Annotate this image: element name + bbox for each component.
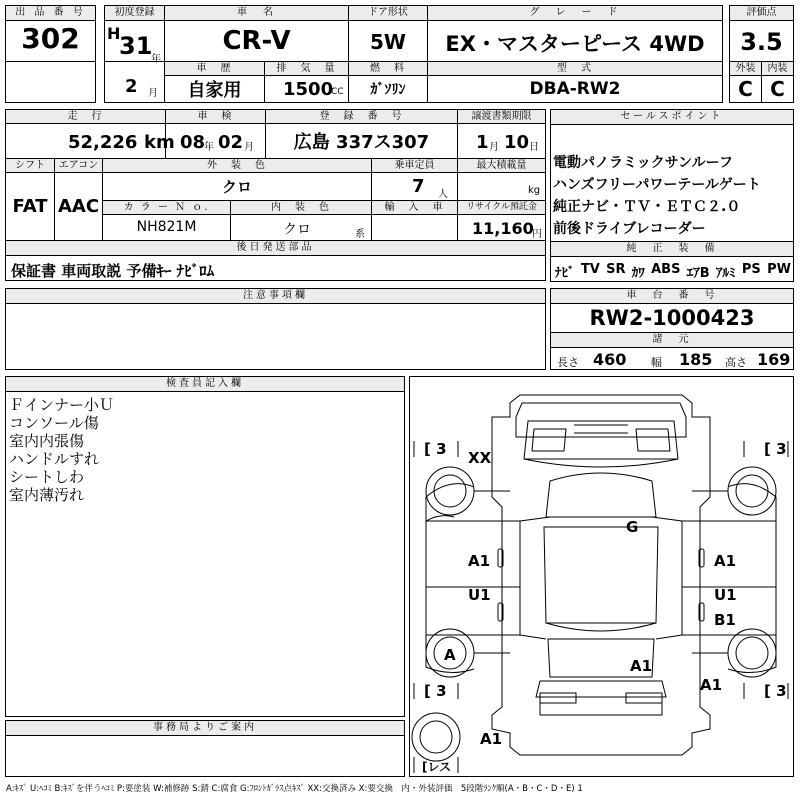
import-label: 輸 入 車 — [372, 201, 457, 215]
inspector-line: Ｆインナー小Ｕ — [9, 396, 115, 414]
damage-mark-a1-left-door: A1 — [468, 552, 491, 570]
history-value: 自家用 — [187, 79, 242, 101]
notes-box — [5, 288, 546, 370]
interior-grade-cell — [761, 61, 794, 103]
sales-point-item: ハンズフリーパワーテールゲート — [553, 177, 761, 193]
registration-month: 2 — [125, 76, 138, 97]
inspector-line: コンソール傷 — [9, 414, 99, 432]
aircon-cell — [54, 158, 103, 241]
plate-label: 登 録 番 号 — [266, 110, 457, 124]
sales-point-item: 前後ドライブレコーダー — [553, 221, 706, 237]
exterior-color-label: 外 装 色 — [103, 159, 371, 173]
exterior-grade-label: 外装 — [730, 62, 761, 76]
height-value: 169 — [757, 350, 791, 369]
model-name: CR-V — [222, 26, 291, 56]
history-cell — [164, 61, 265, 103]
tread-rear-left: [ 3 — [424, 682, 447, 700]
capacity-unit: 人 — [438, 189, 448, 200]
sales-point-item: 電動パノラミックサンルーフ — [553, 155, 733, 171]
inspection-year-unit: 年 — [204, 142, 214, 153]
chassis-label: 車 台 番 号 — [551, 289, 793, 304]
equipment-item: TV — [580, 262, 600, 277]
length-label: 長さ — [557, 356, 579, 369]
year-unit: 年 — [151, 54, 161, 65]
inspector-box — [5, 376, 405, 717]
transfer-label: 譲渡書類期限 — [458, 110, 545, 124]
type-cell — [427, 61, 723, 103]
exterior-color: クロ — [221, 177, 252, 196]
inspector-line: 室内内張傷 — [9, 432, 85, 450]
score-label: 評価点 — [730, 6, 793, 21]
spare-tire-status: [レス — [422, 760, 452, 774]
lot-number-box — [5, 5, 96, 62]
aircon-label: エアコン — [55, 159, 102, 173]
damage-mark-a1-rear-center: A1 — [630, 657, 653, 675]
interior-grade: C — [770, 76, 785, 101]
plate-value: 広島 337ス307 — [293, 131, 430, 153]
registration-year: 31 — [119, 32, 153, 60]
damage-mark-b1-right: B1 — [714, 611, 736, 629]
equipment-box — [550, 241, 794, 282]
color-no-label: カ ラ ー Ｎ ｏ. — [103, 201, 230, 215]
recycle-cell — [457, 200, 546, 241]
inspector-line: シートしわ — [9, 468, 85, 486]
type-value: DBA-RW2 — [529, 78, 621, 99]
exterior-grade: C — [738, 76, 753, 101]
interior-color-cell — [230, 200, 372, 241]
displacement-label: 排 気 量 — [265, 62, 348, 76]
inspection-month: 02 — [218, 132, 244, 153]
recycle-unit: 円 — [532, 229, 542, 240]
equipment-item: ｴｱB — [686, 266, 710, 281]
lot-number: 302 — [21, 22, 80, 55]
recycle-value: 11,160 — [472, 219, 534, 238]
displacement-cell — [264, 61, 349, 103]
sales-point-item: 純正ナビ・ＴＶ・ＥＴＣ２.０ — [553, 199, 741, 215]
specs-label: 諸 元 — [551, 333, 793, 348]
mileage-cell — [5, 109, 175, 159]
office-box — [5, 720, 405, 777]
inspection-month-unit: 月 — [244, 142, 254, 153]
height-label: 高さ — [725, 356, 747, 369]
exterior-color-cell — [102, 158, 372, 201]
tread-front-left: [ 3 — [424, 440, 447, 458]
model-label: 車 名 — [165, 6, 348, 21]
damage-mark-g: G — [626, 518, 639, 536]
doors-box — [348, 5, 428, 62]
color-no-cell — [102, 200, 231, 241]
first-registration-box — [104, 5, 165, 65]
mileage-unit: km — [144, 132, 175, 153]
color-no: NH821M — [136, 219, 197, 235]
interior-color: クロ — [283, 222, 311, 238]
chassis-number: RW2-1000423 — [589, 306, 755, 330]
lot-number-label: 出 品 番 号 — [6, 6, 95, 21]
notes-label: 注意事項欄 — [6, 289, 545, 304]
doors-value: 5W — [370, 30, 406, 54]
fuel-label: 燃 料 — [349, 62, 427, 76]
interior-color-label: 内 装 色 — [231, 201, 371, 215]
first-registration-label: 初度登録 — [105, 6, 164, 21]
month-unit: 月 — [148, 88, 158, 99]
equipment-item: ABS — [651, 262, 681, 277]
shift-value: FAT — [12, 195, 48, 217]
sales-points-box — [550, 109, 794, 242]
model-box — [164, 5, 349, 62]
capacity-cell — [371, 158, 458, 201]
load-cell — [457, 158, 546, 201]
fuel-value: ｶﾞｿﾘﾝ — [370, 81, 406, 98]
mileage-value: 52,226 — [68, 132, 138, 153]
damage-mark-a1-rear-bottom: A1 — [480, 730, 503, 748]
capacity-label: 乗車定員 — [372, 159, 457, 173]
damage-mark-a1-rear-right: A1 — [700, 676, 723, 694]
equipment-item: ﾅﾋﾞ — [555, 266, 575, 281]
shift-cell — [5, 158, 55, 241]
damage-mark-u1-left: U1 — [468, 586, 491, 604]
inspector-line: ハンドルすれ — [9, 450, 100, 468]
later-parts-value: 保証書 車両取説 予備ｷｰ ﾅﾋﾞﾛﾑ — [11, 262, 215, 280]
grade-value: EX・マスターピース 4WD — [445, 32, 705, 56]
equipment-item: SR — [606, 262, 626, 277]
car-diagram-box — [409, 376, 794, 777]
specs-box — [550, 332, 794, 370]
transfer-cell — [457, 109, 546, 159]
interior-grade-label: 内装 — [762, 62, 793, 76]
doors-label: ドア形状 — [349, 6, 427, 21]
fuel-cell — [348, 61, 428, 103]
office-label: 事務局よりご案内 — [6, 721, 404, 736]
equipment-list — [555, 262, 791, 281]
recycle-label: リサイクル預託金 — [458, 201, 545, 215]
chassis-box — [550, 288, 794, 333]
inspector-line: 室内薄汚れ — [9, 486, 85, 504]
equipment-label: 純 正 装 備 — [551, 242, 793, 257]
transfer-month-unit: 月 — [489, 142, 499, 153]
tread-rear-right: [ 3 — [764, 682, 787, 700]
car-outline-diagram — [410, 377, 793, 776]
inspection-label: 車 検 — [166, 110, 265, 124]
mileage-label: 走 行 — [6, 110, 165, 124]
damage-mark-xx: XX — [468, 449, 492, 467]
later-parts-box — [5, 240, 546, 281]
grade-label: グ レ ー ド — [428, 6, 722, 21]
history-label: 車 歴 — [165, 62, 264, 76]
displacement-unit: CC — [331, 87, 344, 97]
score-value: 3.5 — [740, 28, 783, 56]
lot-empty-box — [5, 61, 96, 103]
shift-label: シフト — [6, 159, 54, 173]
equipment-item: PS — [741, 262, 761, 277]
import-cell — [371, 200, 458, 241]
inspection-year: 08 — [180, 132, 206, 153]
interior-color-suffix: 系 — [355, 229, 365, 240]
width-value: 185 — [679, 350, 713, 369]
transfer-day-unit: 日 — [529, 142, 539, 153]
legend-text: A:ｷｽﾞ U:ﾍｺﾐ B:ｷｽﾞを伴うﾍｺﾐ P:要塗装 W:補修跡 S:錆 C:腐食 G:ﾌﾛﾝﾄｶﾞﾗｽ点ｷｽﾞ XX:交換済み X:要交換 内・外装評価 5段階ﾗﾝｸ順(A・B・C・D・E) 1 — [6, 784, 583, 794]
transfer-month: 1 — [476, 132, 489, 153]
load-label: 最大積載量 — [458, 159, 545, 173]
damage-mark-a-wheel: A — [444, 646, 456, 664]
sales-points-label: セールスポイント — [551, 110, 793, 125]
damage-mark-u1-right: U1 — [714, 586, 737, 604]
plate-cell — [265, 109, 458, 159]
damage-mark-a1-right-door: A1 — [714, 552, 737, 570]
width-label: 幅 — [651, 356, 662, 369]
type-label: 型 式 — [428, 62, 722, 76]
exterior-grade-cell — [729, 61, 762, 103]
tread-front-right: [ 3 — [764, 440, 787, 458]
length-value: 460 — [593, 350, 627, 369]
transfer-day: 10 — [504, 132, 530, 153]
later-parts-label: 後日発送部品 — [6, 241, 545, 256]
score-box — [729, 5, 794, 62]
displacement-value: 1500 — [283, 79, 334, 100]
aircon-value: AAC — [57, 195, 100, 217]
load-unit: kg — [528, 185, 541, 196]
grade-box — [427, 5, 723, 62]
capacity-value: 7 — [412, 176, 425, 197]
equipment-item: PW — [767, 262, 791, 277]
equipment-item: ｶﾜ — [631, 266, 645, 281]
inspector-label: 検査員記入欄 — [6, 377, 404, 392]
inspection-cell — [165, 109, 266, 159]
era: H — [107, 24, 121, 43]
registration-month-box — [104, 61, 165, 103]
equipment-item: ｱﾙﾐ — [716, 266, 736, 281]
